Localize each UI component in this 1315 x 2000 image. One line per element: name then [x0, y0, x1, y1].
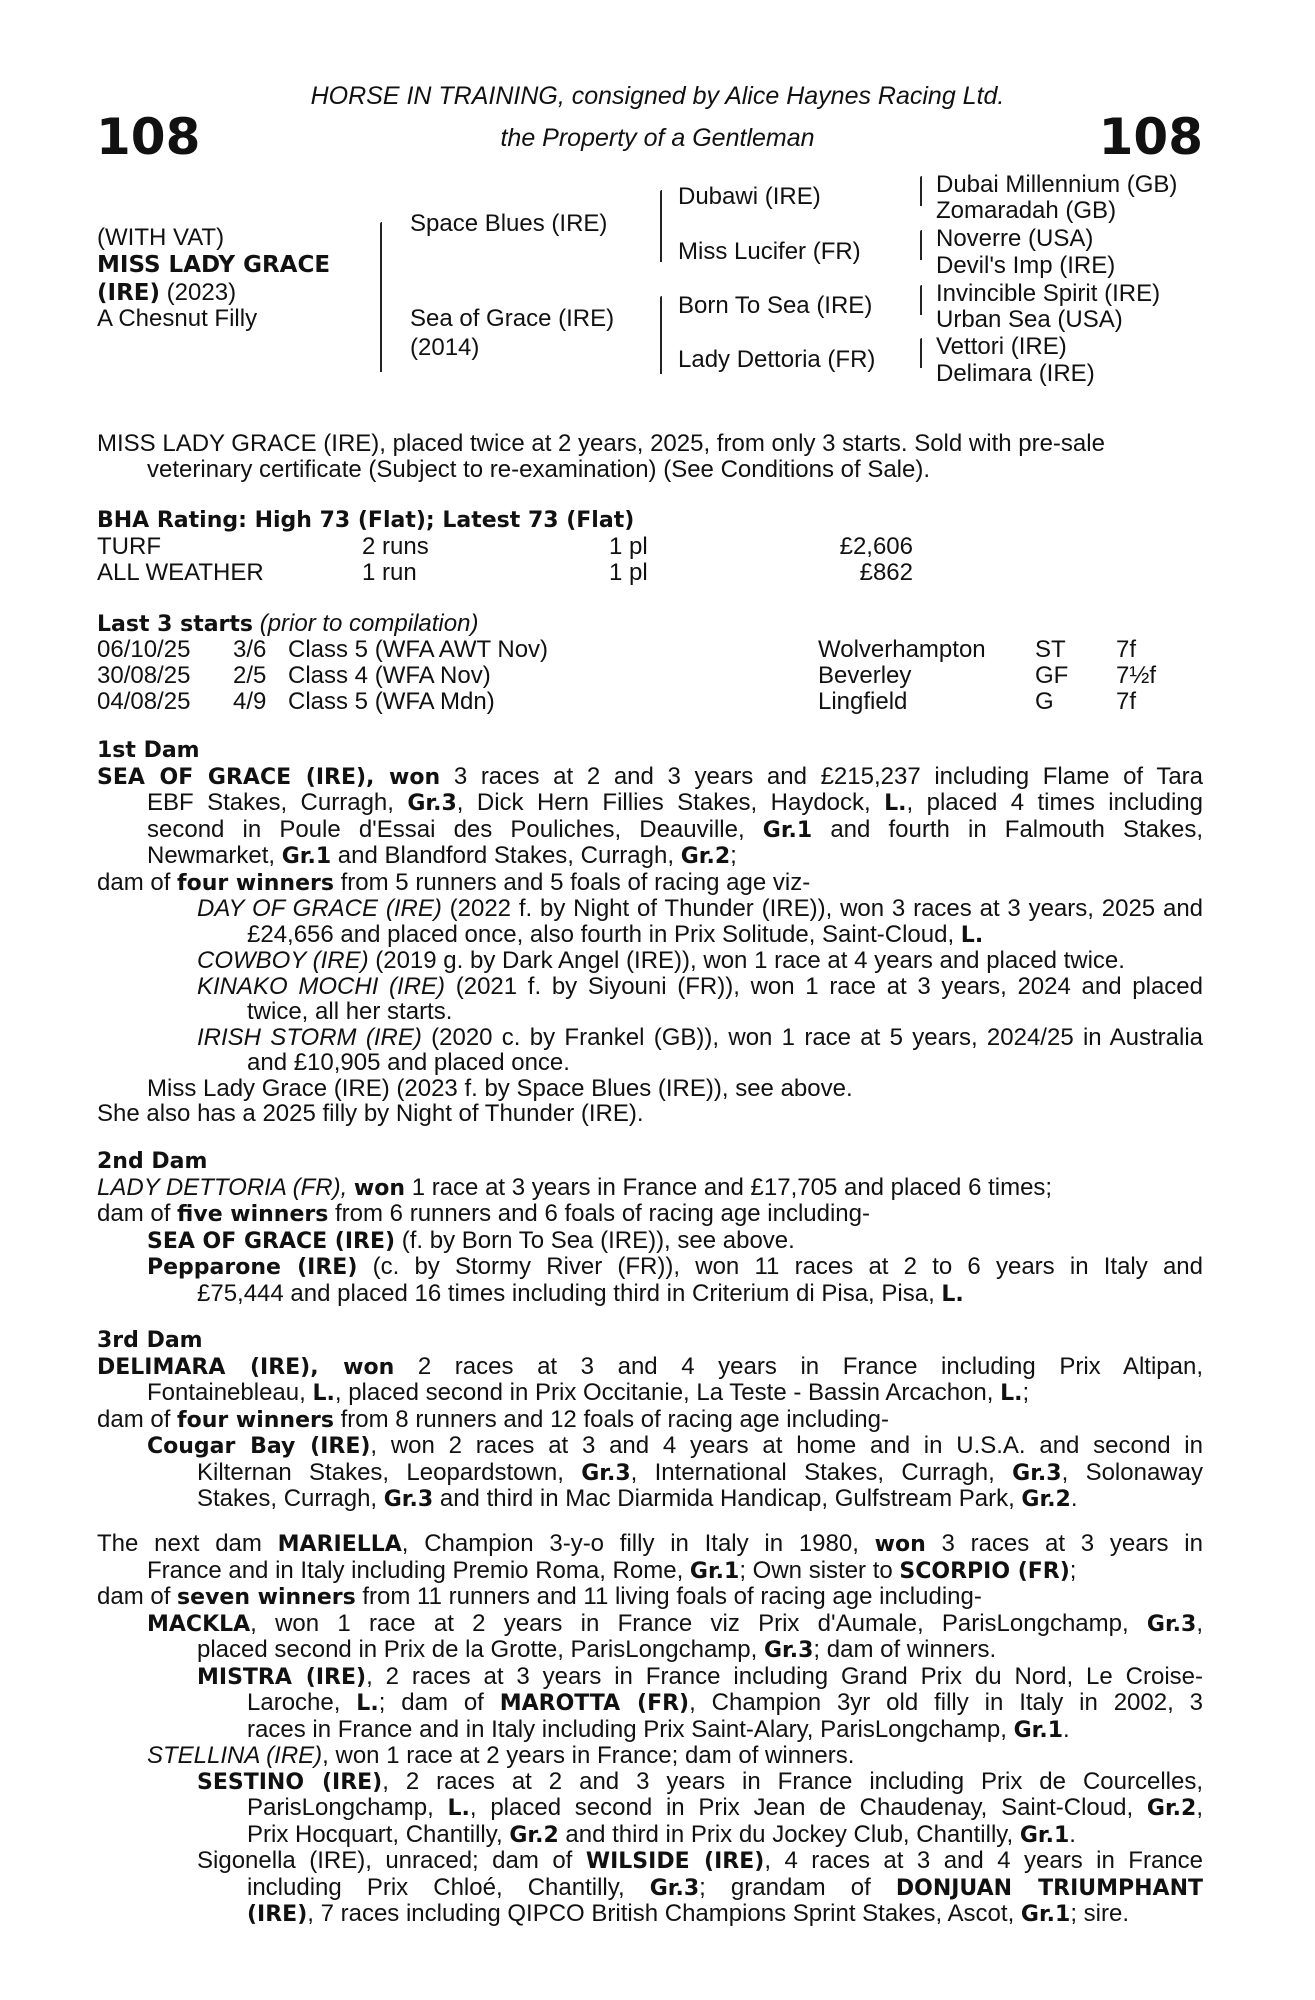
text: , Champion 3-y-o filly in Italy in 1980,	[401, 1530, 875, 1557]
grade: Gr.3	[407, 791, 457, 816]
grade: L.	[884, 791, 907, 816]
text: dam of	[97, 1200, 178, 1227]
dam-name: SEA OF GRACE (IRE), won	[97, 764, 441, 790]
progeny-line	[97, 1637, 1203, 1664]
first-dam-section	[97, 738, 1203, 1127]
progeny-line	[97, 1281, 1203, 1308]
second-dam-section	[97, 1149, 1203, 1307]
grade: Gr.3	[383, 1487, 434, 1512]
text: Kilternan Stakes, Leopardstown,	[197, 1458, 582, 1486]
text: .	[1070, 1485, 1078, 1512]
brace-ss	[920, 176, 922, 206]
progeny-line	[97, 1228, 1203, 1255]
text: ; dam of winners.	[813, 1636, 997, 1663]
progeny-line	[97, 1025, 1203, 1051]
text: from 8 runners and 12 foals of racing age including-	[333, 1405, 889, 1433]
text: ; dam of	[378, 1689, 500, 1716]
progeny-line: Miss Lady Grace (IRE) (2023 f. by Space Blues (IRE)), see above.	[147, 1074, 853, 1102]
bha-runs: 1 run	[362, 559, 417, 586]
progeny-line	[97, 1433, 1203, 1460]
text: second in Poule d'Essai des Pouliches, Deauville,	[147, 815, 763, 843]
last3-heading	[97, 610, 478, 638]
progeny-name: SESTINO (IRE)	[197, 1769, 383, 1795]
text: ; grandam of	[699, 1873, 896, 1901]
grade: L.	[447, 1796, 470, 1821]
grade: Gr.3	[763, 1638, 814, 1663]
grade: Gr.1	[762, 817, 813, 843]
dam-line	[97, 817, 1203, 844]
start-race: Class 5 (WFA Mdn)	[288, 688, 495, 715]
start-course: Beverley	[818, 662, 912, 689]
dam-line	[97, 1584, 1203, 1611]
grade: Gr.3	[649, 1875, 700, 1901]
text: , placed second in Prix Occitanie, La Teste - Bassin Arcachon,	[334, 1379, 1001, 1406]
ssd: Zomaradah (GB)	[936, 197, 1117, 224]
dam-line	[97, 1354, 1203, 1381]
bha-prize: £2,606	[839, 533, 913, 560]
text: dam of	[97, 868, 178, 896]
next-dam-section	[97, 1531, 1203, 1928]
start-race: Class 4 (WFA Nov)	[288, 662, 491, 689]
won: won	[353, 1175, 406, 1201]
dam-line	[97, 790, 1203, 817]
header-property: the Property of a Gentleman	[500, 124, 815, 152]
text: ;	[730, 842, 737, 869]
start-going: GF	[1035, 662, 1069, 689]
horse-name: MISS LADY GRACE	[97, 252, 331, 278]
sire: Space Blues (IRE)	[410, 210, 608, 237]
brace-ds	[920, 285, 922, 315]
progeny-line	[97, 1664, 1203, 1691]
grade: Gr.2	[1021, 1487, 1071, 1512]
progeny-line	[97, 922, 1203, 949]
text: and Blandford Stakes, Curragh,	[331, 842, 681, 869]
grade: Gr.3	[581, 1460, 631, 1486]
grade: L.	[1000, 1381, 1023, 1406]
text: 3 races at 3 years in	[925, 1530, 1203, 1557]
dds: Vettori (IRE)	[936, 333, 1067, 360]
dam-line	[97, 1407, 1203, 1434]
text: ; Own sister to	[739, 1556, 900, 1584]
dam-dam: Lady Dettoria (FR)	[678, 346, 876, 373]
start-date: 30/08/25	[97, 662, 191, 689]
start-going: G	[1035, 688, 1054, 715]
grade: Gr.2	[680, 844, 731, 869]
progeny-name: COWBOY (IRE)	[197, 947, 369, 974]
text: and fourth in Falmouth Stakes,	[812, 815, 1204, 843]
text: (f. by Born To Sea (IRE)), see above.	[395, 1226, 795, 1254]
text: .	[1063, 1715, 1070, 1743]
winners: seven winners	[177, 1585, 356, 1610]
text: ,	[1196, 1794, 1203, 1821]
start-position: 3/6	[233, 636, 267, 663]
text: (2021 f. by Siyouni (FR)), won 1 race at 3 years, 2024 and placed	[445, 972, 1203, 1000]
dam-line	[97, 1380, 1203, 1407]
bha-title: BHA Rating: High 73 (Flat); Latest 73 (Flat)	[97, 508, 635, 533]
dam: Sea of Grace (IRE)	[410, 305, 615, 332]
horse-name: DONJUAN TRIUMPHANT	[895, 1875, 1203, 1901]
text: Fontainebleau,	[147, 1379, 313, 1406]
text: , Champion 3yr old filly in Italy in 2002, 3	[689, 1689, 1203, 1716]
text: including Prix Chloé, Chantilly,	[247, 1873, 650, 1901]
start-distance: 7f	[1116, 636, 1137, 663]
dam-line	[97, 1175, 1203, 1202]
text: Prix Hocquart, Chantilly,	[247, 1820, 510, 1848]
text: £24,656 and placed once, also fourth in Prix Solitude, Saint-Cloud,	[247, 920, 961, 948]
intro-line: veterinary certificate (Subject to re-examination) (See Conditions of Sale).	[147, 455, 931, 483]
text: Newmarket,	[147, 842, 282, 869]
dam-line	[97, 843, 1203, 870]
grade: L.	[356, 1691, 379, 1716]
text: 1 race at 3 years in France and £17,705 and placed 6 times;	[405, 1173, 1053, 1201]
bha-placed: 1 pl	[609, 559, 648, 586]
intro-line: MISS LADY GRACE (IRE), placed twice at 2 years, 2025, from only 3 starts. Sold with pre-sale	[97, 430, 1105, 457]
progeny-line	[97, 1822, 1203, 1849]
text: , placed 4 times including	[906, 789, 1204, 816]
horse-year: (2023)	[160, 279, 237, 306]
progeny-name: DAY OF GRACE (IRE)	[197, 895, 442, 922]
text: 2 races at 3 and 4 years in France including Prix Altipan,	[394, 1352, 1203, 1380]
text: and third in Prix du Jockey Club, Chantilly,	[558, 1820, 1020, 1848]
start-date: 06/10/25	[97, 636, 191, 663]
bha-surface: ALL WEATHER	[97, 559, 264, 586]
start-course: Lingfield	[818, 688, 908, 715]
progeny-line	[97, 948, 1203, 974]
sds: Noverre (USA)	[936, 225, 1094, 252]
winners: four winners	[177, 870, 334, 896]
progeny-line	[97, 1769, 1203, 1796]
sire-sire: Dubawi (IRE)	[678, 183, 821, 210]
progeny-line	[97, 1875, 1203, 1902]
text: placed second in Prix de la Grotte, ParisLongchamp,	[197, 1636, 764, 1663]
brace-sire	[660, 190, 662, 262]
text: , placed second in Prix Jean de Chaudenay, Saint-Cloud,	[469, 1794, 1147, 1821]
progeny-line	[97, 1254, 1203, 1281]
text: dam of	[97, 1405, 178, 1433]
horse-name: SCORPIO (FR)	[899, 1558, 1070, 1584]
dam-sire: Born To Sea (IRE)	[678, 292, 873, 319]
grade: Gr.3	[1146, 1611, 1197, 1637]
grade: L.	[941, 1281, 964, 1307]
progeny-line	[97, 1690, 1203, 1717]
dam-year: (2014)	[410, 334, 480, 361]
won: won	[874, 1532, 926, 1557]
lot-number-left: 108	[96, 108, 201, 166]
third-dam-section	[97, 1328, 1203, 1513]
last3-title: Last 3 starts	[97, 612, 254, 637]
brace-sd	[920, 230, 922, 260]
progeny-line	[97, 1486, 1203, 1513]
text: dam of	[97, 1583, 178, 1610]
progeny-line	[97, 1743, 1203, 1769]
progeny-line	[97, 1795, 1203, 1822]
progeny-line	[97, 1717, 1203, 1744]
text: from 5 runners and 5 foals of racing age viz-	[333, 868, 811, 896]
horse-country: (IRE)	[97, 280, 161, 306]
brace-dam	[660, 296, 662, 374]
horse-description: A Chesnut Filly	[97, 305, 258, 332]
grade: L.	[960, 922, 984, 948]
grade: Gr.1	[1013, 1717, 1064, 1743]
text: (2020 c. by Frankel (GB)), won 1 race at 5 years, 2024/25 in Australia	[421, 1023, 1203, 1051]
text: and third in Mac Diarmida Handicap, Gulfstream Park,	[433, 1485, 1022, 1512]
sss: Dubai Millennium (GB)	[936, 171, 1178, 198]
start-course: Wolverhampton	[818, 636, 986, 663]
start-position: 4/9	[233, 688, 267, 715]
last3-subtitle: (prior to compilation)	[253, 610, 479, 637]
sdd: Devil's Imp (IRE)	[936, 252, 1116, 279]
text: , Dick Hern Fillies Stakes, Haydock,	[456, 789, 885, 816]
progeny-line	[97, 1460, 1203, 1487]
text: , won 1 race at 2 years in France viz Prix d'Aumale, ParisLongchamp,	[250, 1609, 1147, 1637]
text: £75,444 and placed 16 times including third in Criterium di Pisa, Pisa,	[197, 1279, 942, 1307]
progeny-line: and £10,905 and placed once.	[247, 1049, 570, 1076]
text: , won 1 race at 2 years in France; dam of winners.	[322, 1742, 855, 1769]
dam-line	[97, 764, 1203, 791]
text: (c. by Stormy River (FR)), won 11 races at 2 to 6 years in Italy and	[357, 1253, 1204, 1280]
start-date: 04/08/25	[97, 688, 191, 715]
vat-label: (WITH VAT)	[97, 224, 225, 251]
text: from 11 runners and 11 living foals of racing age including-	[355, 1583, 982, 1610]
dsd: Urban Sea (USA)	[936, 306, 1123, 333]
progeny-name: KINAKO MOCHI (IRE)	[197, 972, 446, 1000]
text: from 6 runners and 6 foals of racing age including-	[328, 1200, 870, 1227]
progeny-line	[97, 1901, 1203, 1928]
sire-dam: Miss Lucifer (FR)	[678, 238, 861, 265]
text: , 2 races at 2 and 3 years in France including Prix de Courcelles,	[382, 1767, 1204, 1795]
progeny-name: MISTRA (IRE)	[197, 1664, 367, 1690]
start-race: Class 5 (WFA AWT Nov)	[288, 636, 549, 663]
dam-line: She also has a 2025 filly by Night of Thunder (IRE).	[97, 1100, 644, 1127]
brace-sire-dam	[380, 222, 382, 372]
progeny-line: twice, all her starts.	[247, 998, 453, 1025]
text: , 4 races at 3 and 4 years in France	[764, 1847, 1204, 1874]
text: EBF Stakes, Curragh,	[147, 789, 408, 816]
section-title: 1st Dam	[97, 738, 200, 763]
start-going: ST	[1035, 636, 1066, 663]
progeny-name: Pepparone (IRE)	[147, 1255, 358, 1280]
start-distance: 7f	[1116, 688, 1137, 715]
progeny-name: SEA OF GRACE (IRE)	[147, 1228, 396, 1254]
text: ;	[1022, 1379, 1030, 1406]
winners: five winners	[177, 1202, 329, 1227]
winners: four winners	[177, 1407, 334, 1433]
bha-placed: 1 pl	[609, 533, 648, 560]
dam-name: DELIMARA (IRE), won	[97, 1354, 395, 1380]
progeny-line	[97, 1611, 1203, 1638]
text: ParisLongchamp,	[247, 1794, 448, 1821]
progeny-name: MACKLA	[147, 1611, 251, 1637]
grade: Gr.1	[1020, 1902, 1071, 1927]
grade: L.	[312, 1381, 335, 1406]
dam-line	[97, 1531, 1203, 1558]
dam-line	[97, 1201, 1203, 1228]
start-distance: 7½f	[1116, 662, 1157, 689]
grade: Gr.2	[509, 1822, 559, 1848]
brace-dd	[920, 338, 922, 368]
ddd: Delimara (IRE)	[936, 360, 1095, 387]
horse-name: (IRE)	[247, 1902, 308, 1927]
grade: Gr.2	[1146, 1796, 1197, 1821]
horse-name-suffix	[97, 279, 236, 307]
text: .	[1069, 1820, 1076, 1848]
dam-name: LADY DETTORIA (FR),	[97, 1173, 354, 1201]
text: , Solonaway	[1061, 1458, 1203, 1486]
progeny-line	[97, 896, 1203, 922]
dss: Invincible Spirit (IRE)	[936, 280, 1161, 307]
text: (2019 g. by Dark Angel (IRE)), won 1 race at 4 years and placed twice.	[368, 947, 1125, 974]
dam-line	[97, 1558, 1203, 1585]
progeny-name: STELLINA (IRE)	[147, 1742, 323, 1769]
text: Sigonella (IRE), unraced; dam of	[197, 1847, 586, 1874]
grade: Gr.1	[689, 1558, 740, 1584]
progeny-line	[97, 1848, 1203, 1875]
grade: Gr.1	[1019, 1822, 1070, 1848]
bha-runs: 2 runs	[362, 533, 429, 560]
dam-line	[97, 870, 1203, 897]
progeny-line	[97, 974, 1203, 1000]
grade: Gr.3	[1012, 1460, 1062, 1486]
text: Laroche,	[247, 1689, 357, 1716]
text: , won 2 races at 3 and 4 years at home and in U.S.A. and second in	[370, 1432, 1203, 1459]
progeny-name: IRISH STORM (IRE)	[197, 1023, 422, 1051]
text: , International Stakes, Curragh,	[630, 1458, 1013, 1486]
intro-paragraph	[97, 431, 1203, 482]
bha-surface: TURF	[97, 533, 161, 560]
header-consignor: HORSE IN TRAINING, consigned by Alice Haynes Racing Ltd.	[310, 82, 1005, 110]
progeny-name: Cougar Bay (IRE)	[147, 1434, 371, 1459]
dam-name: MARIELLA	[277, 1532, 402, 1557]
start-position: 2/5	[233, 662, 267, 689]
text: , 2 races at 3 years in France including Grand Prix du Nord, Le Croise-	[366, 1662, 1204, 1690]
text: Stakes, Curragh,	[197, 1485, 384, 1512]
text: , 7 races including QIPCO British Champions Sprint Stakes, Ascot,	[307, 1900, 1021, 1927]
text: ,	[1196, 1609, 1203, 1637]
lot-number-right: 108	[1098, 108, 1203, 166]
text: ; sire.	[1070, 1900, 1130, 1927]
bha-prize: £862	[859, 559, 913, 586]
text: races in France and in Italy including Prix Saint-Alary, ParisLongchamp,	[247, 1715, 1014, 1743]
section-title: 3rd Dam	[97, 1328, 203, 1353]
section-title: 2nd Dam	[97, 1149, 208, 1174]
text: ;	[1069, 1556, 1077, 1584]
grade: Gr.1	[281, 844, 332, 869]
horse-name: MAROTTA (FR)	[499, 1691, 690, 1716]
horse-name: WILSIDE (IRE)	[585, 1849, 765, 1874]
text: (2022 f. by Night of Thunder (IRE)), won 3 races at 3 years, 2025 and	[441, 895, 1204, 922]
text: The next dam	[97, 1530, 278, 1557]
text: France and in Italy including Premio Roma, Rome,	[147, 1556, 690, 1584]
text: 3 races at 2 and 3 years and £215,237 including Flame of Tara	[440, 762, 1204, 790]
